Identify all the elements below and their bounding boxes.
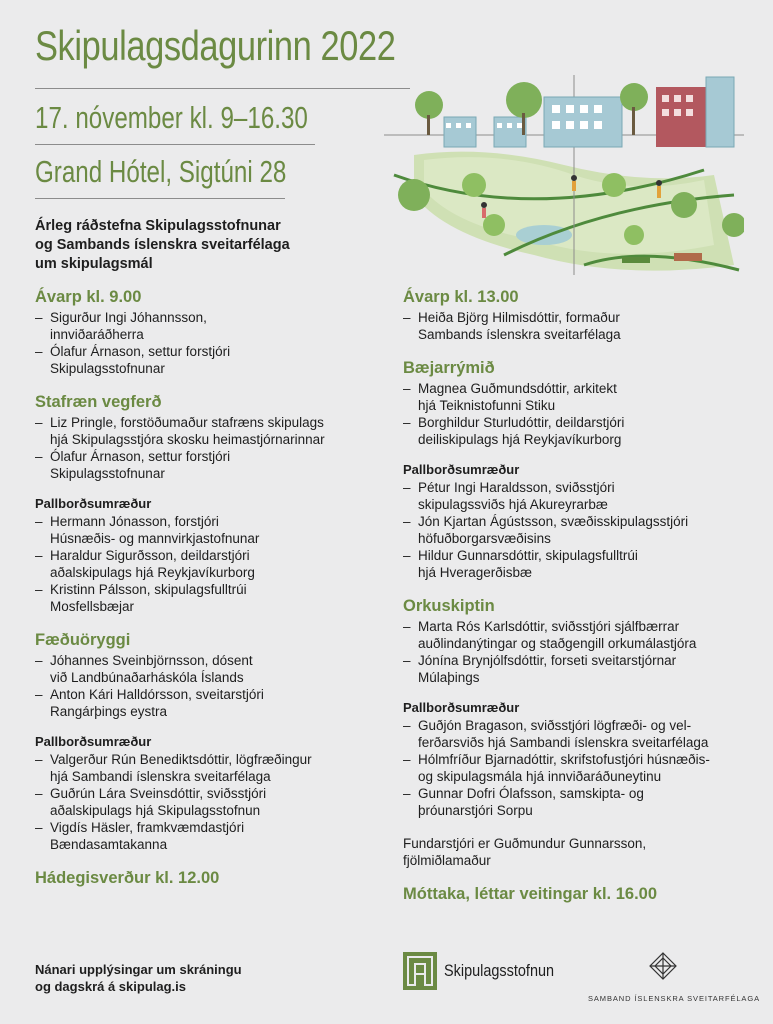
panel-heading: Pallborðsumræður	[35, 734, 152, 749]
panel-heading: Pallborðsumræður	[35, 496, 152, 511]
list-item: – Hermann Jónasson, forstjóri Húsnæðis- og mannvirkjastofnunar	[35, 513, 395, 547]
logo-name: Skipulagsstofnun	[444, 961, 555, 980]
program-column-afternoon	[403, 288, 763, 906]
logo-name: SAMBAND ÍSLENSKRA SVEITARFÉLAGA	[588, 994, 760, 1003]
section-heading: Orkuskiptin	[403, 597, 495, 615]
event-date: 17. nóvember kl. 9–16.30	[35, 100, 308, 135]
intro-line: Árleg ráðstefna Skipulagsstofnunar	[35, 218, 281, 234]
section-heading: Fæðuöryggi	[35, 631, 131, 649]
panel-heading: Pallborðsumræður	[403, 462, 520, 477]
date-rule	[35, 144, 315, 145]
intro-line: og Sambands íslenskra sveitarfélaga	[35, 237, 290, 253]
panel-heading: Pallborðsumræður	[403, 700, 520, 715]
reception-heading: Móttaka, léttar veitingar kl. 16.00	[403, 885, 658, 903]
section-stafraen	[35, 393, 395, 615]
intro-line: um skipulagsmál	[35, 256, 153, 272]
list-item: – Heiða Björg Hilmisdóttir, formaður Sambands íslenskra sveitarfélaga	[403, 309, 763, 343]
lunch-heading: Hádegisverður kl. 12.00	[35, 869, 220, 887]
list-item: – Valgerður Rún Benediktsdóttir, lögfræðingur hjá Sambandi íslenskra sveitarfélaga	[35, 751, 395, 785]
list-item: – Jóhannes Sveinbjörnsson, dósent við Landbúnaðarháskóla Íslands	[35, 652, 395, 686]
list-item: – Liz Pringle, forstöðumaður stafræns skipulags hjá Skipulagsstjóra skosku heimastjórnarinnar	[35, 414, 395, 448]
section-faeduoryggi	[35, 631, 395, 853]
list-item: – Guðjón Bragason, sviðsstjóri lögfræði- og vel- ferðarsviðs hjá Sambandi íslenskra sveitarfélaga	[403, 717, 763, 751]
town-park-illustration	[384, 75, 744, 275]
page-title: Skipulagsdagurinn 2022	[35, 22, 396, 69]
list-item: – Hólmfríður Bjarnadóttir, skrifstofustjóri húsnæðis- og skipulagsmála hjá innviðaráðuneytinu	[403, 751, 763, 785]
section-avarp-afternoon	[403, 288, 763, 343]
list-item: – Sigurður Ingi Jóhannsson, innviðaráðherra	[35, 309, 395, 343]
list-item: – Borghildur Sturludóttir, deildarstjóri deiliskipulags hjá Reykjavíkurborg	[403, 414, 763, 448]
list-item: – Jónína Brynjólfsdóttir, forseti sveitarstjórnar Múlaþings	[403, 652, 763, 686]
registration-info	[35, 961, 242, 995]
section-orkuskiptin	[403, 597, 763, 819]
samband-emblem-icon	[648, 951, 678, 981]
list-item: – Haraldur Sigurðsson, deildarstjóri aðalskipulags hjá Reykjavíkurborg	[35, 547, 395, 581]
section-heading: Ávarp kl. 13.00	[403, 288, 519, 306]
list-item: – Hildur Gunnarsdóttir, skipulagsfulltrúi hjá Hveragerðisbæ	[403, 547, 763, 581]
skipulagsstofnun-logo	[403, 952, 573, 990]
moderator-line: Fundarstjóri er Guðmundur Gunnarsson,	[403, 836, 647, 851]
list-item: – Pétur Ingi Haraldsson, sviðsstjóri skipulagssviðs hjá Akureyrarbæ	[403, 479, 763, 513]
list-item: – Kristinn Pálsson, skipulagsfulltrúi Mosfellsbæjar	[35, 581, 395, 615]
skipulagsstofnun-mark-icon	[403, 952, 437, 990]
section-heading: Bæjarrýmið	[403, 359, 495, 377]
list-item: – Guðrún Lára Sveinsdóttir, sviðsstjóri aðalskipulags hjá Skipulagsstofnun	[35, 785, 395, 819]
section-baejarrymid	[403, 359, 763, 581]
list-item: – Gunnar Dofri Ólafsson, samskipta- og þróunarstjóri Sorpu	[403, 785, 763, 819]
event-venue: Grand Hótel, Sigtúni 28	[35, 154, 287, 189]
section-heading: Ávarp kl. 9.00	[35, 288, 142, 306]
venue-rule	[35, 198, 285, 199]
samband-logo	[588, 951, 760, 1003]
moderator-line: fjölmiðlamaður	[403, 853, 491, 868]
list-item: – Jón Kjartan Ágústsson, svæðisskipulagsstjóri höfuðborgarsvæðisins	[403, 513, 763, 547]
program-column-morning	[35, 288, 395, 890]
title-rule	[35, 88, 410, 89]
list-item: – Marta Rós Karlsdóttir, sviðsstjóri sjálfbærrar auðlindanýtingar og staðgengill orkumálastjóra	[403, 618, 763, 652]
list-item: – Vigdís Häsler, framkvæmdastjóri Bændasamtakanna	[35, 819, 395, 853]
moderator-text	[403, 835, 763, 869]
registration-line: Nánari upplýsingar um skráningu	[35, 962, 242, 977]
list-item: – Ólafur Árnason, settur forstjóri Skipulagsstofnunar	[35, 448, 395, 482]
registration-line: og dagskrá á skipulag.is	[35, 979, 186, 994]
list-item: – Anton Kári Halldórsson, sveitarstjóri Rangárþings eystra	[35, 686, 395, 720]
list-item: – Ólafur Árnason, settur forstjóri Skipulagsstofnunar	[35, 343, 395, 377]
intro-text	[35, 217, 365, 274]
section-avarp-morning	[35, 288, 395, 377]
section-heading: Stafræn vegferð	[35, 393, 162, 411]
list-item: – Magnea Guðmundsdóttir, arkitekt hjá Teiknistofunni Stiku	[403, 380, 763, 414]
